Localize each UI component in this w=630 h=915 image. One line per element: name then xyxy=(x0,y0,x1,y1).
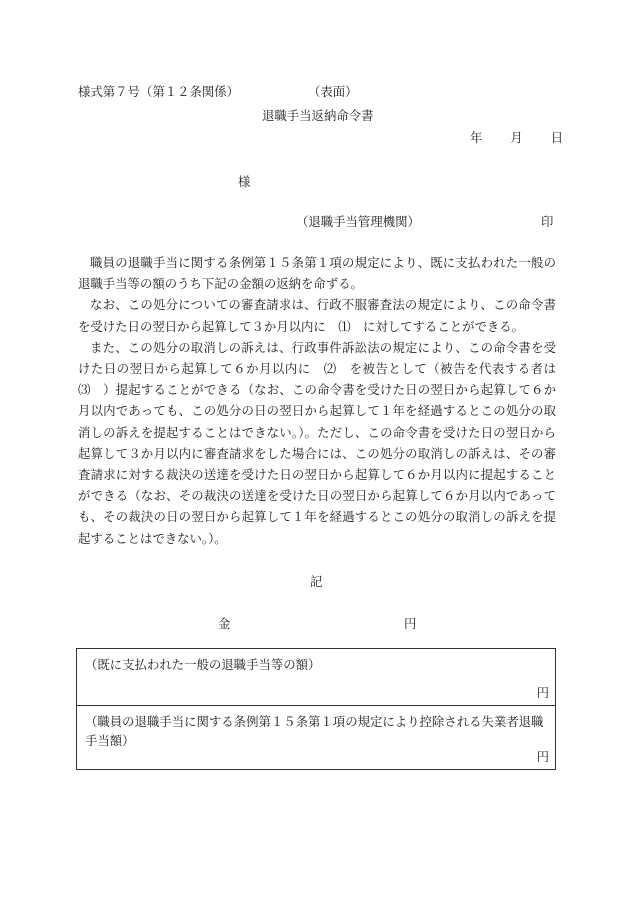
side-label: （表面） xyxy=(308,84,358,99)
row-unit: 円 xyxy=(536,685,549,700)
amount-label: 金 xyxy=(218,616,231,631)
row-label: （職員の退職手当に関する条例第１５条第１項の規定により控除される失業者退職手当額） xyxy=(85,714,544,748)
body-paragraph: なお、この処分についての審査請求は、行政不服審査法の規定により、この命令書を受けた日の翌日から起算して３か月以内に ⑴ に対してすることができる。 xyxy=(78,297,556,334)
row-unit: 円 xyxy=(536,749,549,764)
form-number: 様式第７号（第１２条関係） xyxy=(78,84,240,99)
row-label: （既に支払われた一般の退職手当等の額） xyxy=(85,657,321,672)
document-title: 退職手当返納命令書 xyxy=(262,108,374,123)
amount-unit: 円 xyxy=(404,616,417,631)
table-row xyxy=(77,705,555,769)
date-line xyxy=(470,128,563,146)
issuer-label: （退職手当管理機関） xyxy=(296,214,420,229)
seal-mark: 印 xyxy=(541,214,554,229)
body-paragraph: 職員の退職手当に関する条例第１５条第１項の規定により、既に支払われた一般の退職手当等の額のうち下記の金額の返納を命ずる。 xyxy=(78,255,556,292)
date-month: 月 xyxy=(510,130,523,145)
record-heading: 記 xyxy=(310,574,323,589)
date-year: 年 xyxy=(470,130,483,145)
body-text xyxy=(78,252,556,549)
table-row xyxy=(77,649,555,705)
body-paragraph: また、この処分の取消しの訴えは、行政事件訴訟法の規定により、この命令書を受けた日の翌日から起算して６か月以内に ⑵ を被告として（被告を代表する者は⑶ ）提起することができる（なお、この命令書を受けた日の翌日から起算して６か月以内であっても、この処分の日の翌日から起算して１年を経過するとこの処分の取消しの訴えを提起することはできない。）。ただし、この命令書を受けた日の翌日から起算して３か月以内に審査請求をした場合には、この処分の取消しの訴えは、その審査請求に対する裁決の送達を受けた日の翌日から起算して６か月以内に提起することができる（なお、その裁決の送達を受けた日の翌日から起算して６か月以内であっても、その裁決の日の翌日から起算して１年を経過するとこの処分の取消しの訴えを提起することはできない。）。 xyxy=(78,339,556,546)
recipient-honorific: 様 xyxy=(238,174,251,189)
amount-table xyxy=(76,648,556,770)
date-day: 日 xyxy=(550,130,564,145)
